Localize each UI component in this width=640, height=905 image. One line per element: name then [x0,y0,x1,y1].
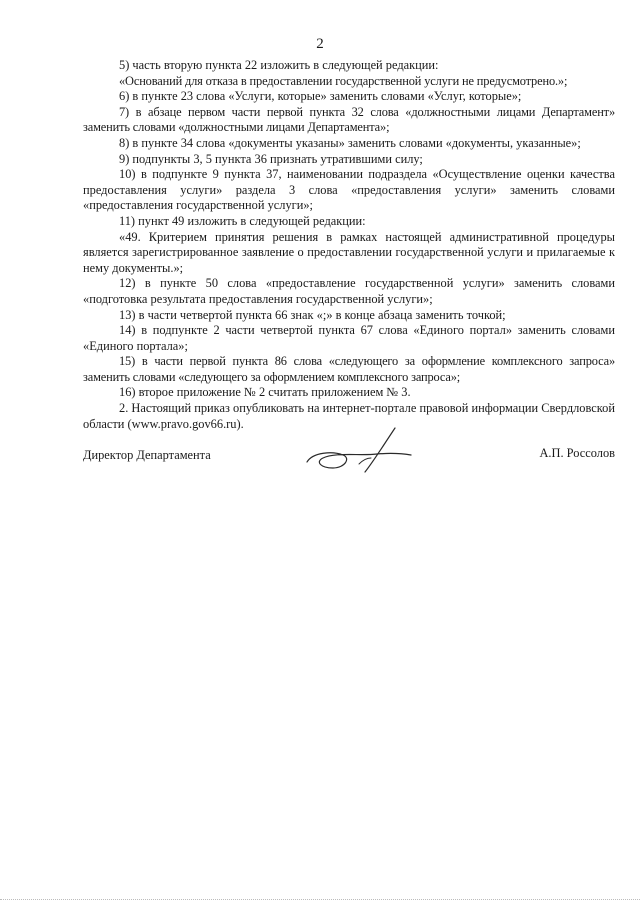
paragraph-item-9: 9) подпункты 3, 5 пункта 36 признать утратившими силу; [119,151,423,166]
handwritten-signature-icon [303,424,423,480]
paragraph-item-5: 5) часть вторую пункта 22 изложить в следующей редакции: [119,58,439,72]
paragraph-item-7: 7) в абзаце первом части первой пункта 32 слова «должностными лицами Департамент» заменить словами «должностными лицами Департамента»; [83,104,615,135]
signature-block [83,418,615,488]
paragraph-item-16: 16) второе приложение № 2 считать приложением № 3. [119,385,411,400]
paragraph-item-14: 14) в подпункте 2 части четвертой пункта 67 слова «Единого портал» заменить словами «Единого портала»; [83,323,615,353]
paragraph-publication: 2. Настоящий приказ опубликовать на интернет-портале правовой информации Свердловской области (www.pravo.gov66.ru). [83,401,615,431]
paragraph-item-5-text: «Оснований для отказа в предоставлении государственной услуги не предусмотрено.»; [119,73,568,88]
paragraph-item-10: 10) в подпункте 9 пункта 37, наименовании подраздела «Осуществление оценки качества предоставления услуги» раздела 3 слова «предоставления услуги» заменить словами «предоставления государственной услуги»; [83,167,615,213]
signatory-name: А.П. Россолов [539,446,615,460]
bottom-divider [0,899,640,900]
paragraph-item-12: 12) в пункте 50 слова «предоставление государственной услуги» заменить словами «подготовка результата предоставления государственной услуги»; [83,276,615,306]
paragraph-item-8: 8) в пункте 34 слова «документы указаны» заменить словами «документы, указанные»; [119,135,581,150]
document-body [83,58,615,432]
paragraph-item-15: 15) в части первой пункта 86 слова «следующего за оформление комплексного запроса» заменить словами «следующего за оформлением комплексного запроса»; [83,354,615,384]
page-number: 2 [316,36,324,52]
paragraph-item-13: 13) в части четвертой пункта 66 знак «;» в конце абзаца заменить точкой; [119,307,506,322]
paragraph-item-11-text: «49. Критерием принятия решения в рамках настоящей административной процедуры является зарегистрированное заявление о предоставлении государственной услуги и прилагаемые к нему документы.»; [83,229,615,275]
signatory-position: Директор Департамента [83,448,211,462]
paragraph-item-6: 6) в пункте 23 слова «Услуги, которые» заменить словами «Услуг, которые»; [119,89,522,104]
paragraph-item-11: 11) пункт 49 изложить в следующей редакции: [119,213,366,228]
